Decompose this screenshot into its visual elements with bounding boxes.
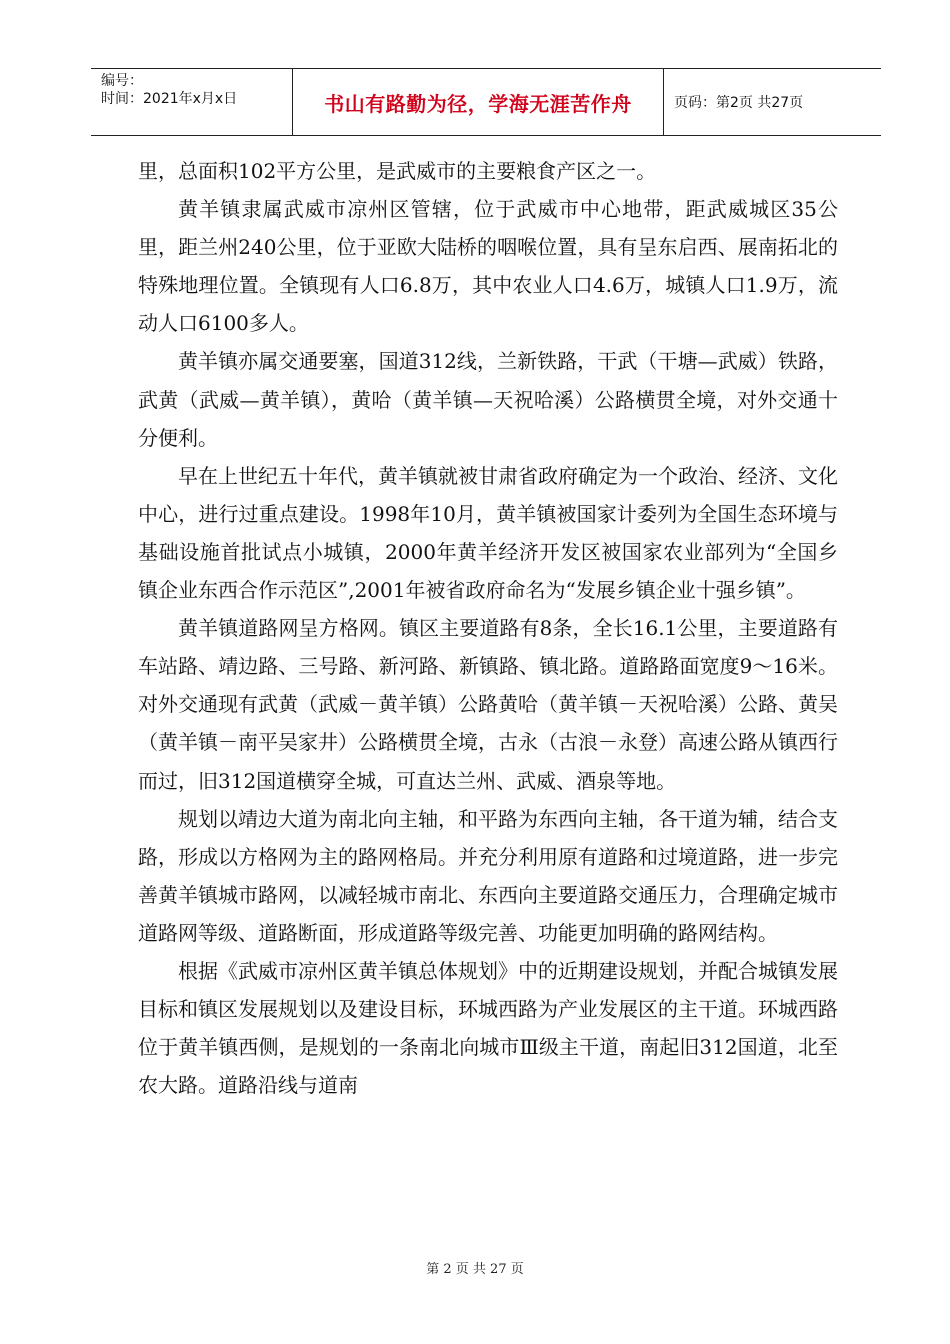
paragraph: 根据《武威市凉州区黄羊镇总体规划》中的近期建设规划，并配合城镇发展目标和镇区发展规划以及建设目标，环城西路为产业发展区的主干道。环城西路位于黄羊镇西侧，是规划的一条南北向城市Ⅲ级主干道，南起旧312国道，北至农大路。道路沿线与道南 xyxy=(138,958,838,1098)
header-page-cell xyxy=(664,69,881,135)
header-motto-cell xyxy=(293,69,664,135)
paragraph: 早在上世纪五十年代，黄羊镇就被甘肃省政府确定为一个政治、经济、文化中心，进行过重点建设。1998年10月，黄羊镇被国家计委列为全国生态环境与基础设施首批试点小城镇，2000年黄羊经济开发区被国家农业部列为“全国乡镇企业东西合作示范区”,2001年被省政府命名为“发展乡镇企业十强乡镇”。 xyxy=(138,463,838,603)
paragraph: 黄羊镇道路网呈方格网。镇区主要道路有8条，全长16.1公里，主要道路有车站路、靖边路、三号路、新河路、新镇路、镇北路。道路路面宽度9～16米。对外交通现有武黄（武威－黄羊镇）公路黄哈（黄羊镇－天祝哈溪）公路、黄吴（黄羊镇－南平吴家井）公路横贯全境，古永（古浪－永登）高速公路从镇西行而过，旧312国道横穿全城，可直达兰州、武威、酒泉等地。 xyxy=(138,616,838,793)
paragraph: 规划以靖边大道为南北向主轴，和平路为东西向主轴，各干道为辅，结合支路，形成以方格网为主的路网格局。并充分利用原有道路和过境道路，进一步完善黄羊镇城市路网，以减轻城市南北、东西向主要道路交通压力，合理确定城市道路网等级、道路断面，形成道路等级完善、功能更加明确的路网结构。 xyxy=(138,806,838,945)
paragraph-continuation: 里，总面积102平方公里，是武威市的主要粮食产区之一。 xyxy=(138,159,657,183)
header-meta-cell xyxy=(91,69,293,135)
document-time-label: 时间：2021年x月x日 xyxy=(101,91,238,107)
page-header xyxy=(91,68,881,136)
header-page-number: 页码：第2页 共27页 xyxy=(674,95,804,111)
document-number-label: 编号： xyxy=(101,73,143,89)
paragraph: 黄羊镇隶属武威市凉州区管辖，位于武威市中心地带，距武威城区35公里，距兰州240公里，位于亚欧大陆桥的咽喉位置，具有呈东启西、展南拓北的特殊地理位置。全镇现有人口6.8万，其中农业人口4.6万，城镇人口1.9万，流动人口6100多人。 xyxy=(138,197,838,336)
page-footer: 第 2 页 共 27 页 xyxy=(426,1262,524,1277)
paragraph: 黄羊镇亦属交通要塞，国道312线，兰新铁路，干武（干塘—武威）铁路，武黄（武威—黄羊镇），黄哈（黄羊镇—天祝哈溪）公路横贯全境，对外交通十分便利。 xyxy=(138,349,838,450)
document-body xyxy=(138,152,838,1104)
header-motto: 书山有路勤为径，学海无涯苦作舟 xyxy=(324,91,632,116)
